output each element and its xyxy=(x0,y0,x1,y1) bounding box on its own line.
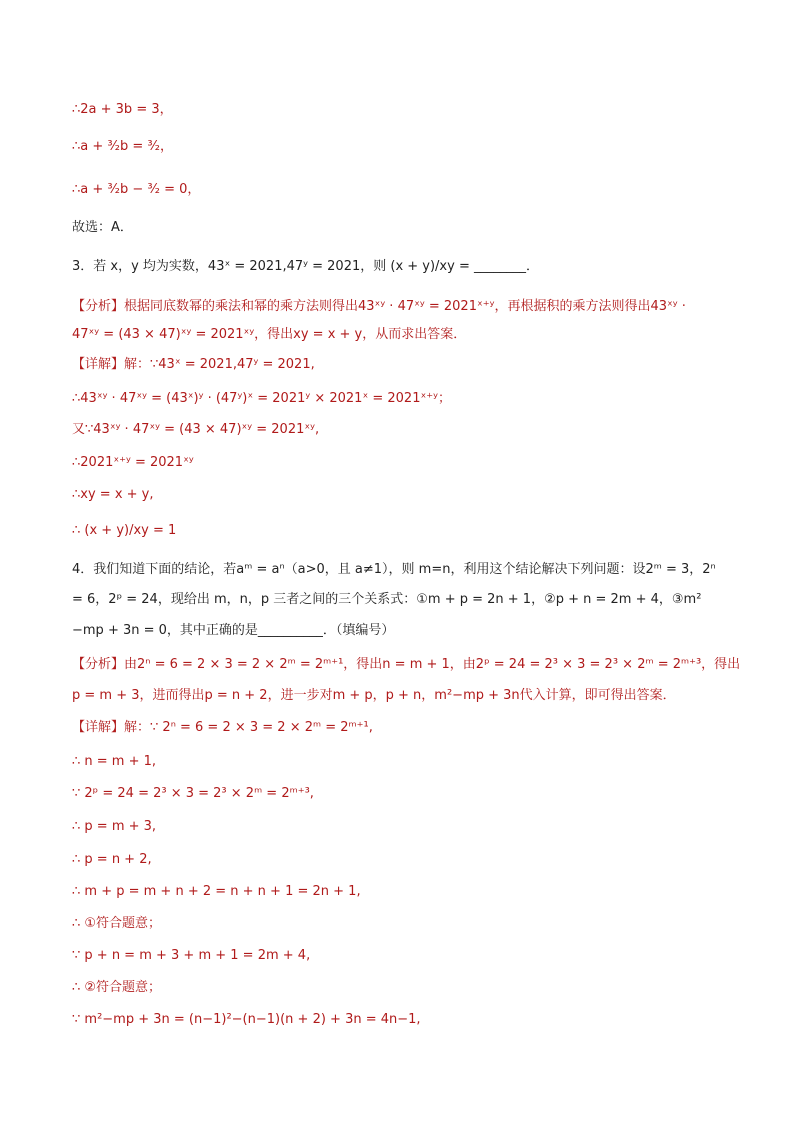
line-text: ∴ ①符合题意； xyxy=(72,916,162,931)
detail-label: 【详解】 xyxy=(72,720,125,735)
line-3 xyxy=(72,180,200,200)
line-text: ∴2a + 3b = 3， xyxy=(72,102,173,117)
line-text: ∴2021ˣ⁺ʸ = 2021ˣʸ xyxy=(72,455,194,470)
line-text: 解：∵ 2ⁿ = 6 = 2 × 3 = 2 × 2ᵐ = 2ᵐ⁺¹, xyxy=(124,720,373,735)
answer-choice xyxy=(72,218,133,238)
line-text: 根据同底数幂的乘法和幂的乘方法则得出43ˣʸ · 47ˣʸ = 2021ˣ⁺ʸ，再根据积的乘方法则得出43ˣʸ · xyxy=(124,299,686,314)
line-text: p = m + 3，进而得出p = n + 2，进一步对m + p，p + n，m²−mp + 3n代入计算，即可得出答案． xyxy=(72,688,676,703)
line-text: ∴ p = n + 2, xyxy=(72,852,152,867)
line-text: ∵ 2ᵖ = 24 = 2³ × 3 = 2³ × 2ᵐ = 2ᵐ⁺³, xyxy=(72,786,314,801)
detail-4-line-10 xyxy=(72,1010,421,1030)
detail-3-line-2 xyxy=(72,389,451,409)
line-text: ∴xy = x + y, xyxy=(72,487,154,502)
line-text: 又∵43ˣʸ · 47ˣʸ = (43 × 47)ˣʸ = 2021ˣʸ, xyxy=(72,422,320,437)
question-3 xyxy=(72,257,539,277)
line-text: 由2ⁿ = 6 = 2 × 3 = 2 × 2ᵐ = 2ᵐ⁺¹，得出n = m + 1，由2ᵖ = 24 = 2³ × 3 = 2³ × 2ᵐ = 2ᵐ⁺³，得出 xyxy=(124,657,741,672)
detail-3-line-4 xyxy=(72,453,194,473)
analysis-label: 【分析】 xyxy=(72,299,125,314)
question-4-line-3 xyxy=(72,621,394,641)
detail-4-line-2 xyxy=(72,752,156,772)
line-text: ∴ (x + y)/xy = 1 xyxy=(72,523,177,538)
detail-4-line-5 xyxy=(72,850,152,870)
line-text: ∴43ˣʸ · 47ˣʸ = (43ˣ)ʸ · (47ʸ)ˣ = 2021ʸ × 2021ˣ = 2021ˣ⁺ʸ； xyxy=(72,391,451,406)
line-text: 3．若 x，y 均为实数，43ˣ = 2021,47ʸ = 2021，则 (x + y)/xy = ________． xyxy=(72,259,539,274)
detail-3-line-3 xyxy=(72,420,319,440)
detail-3-line-1 xyxy=(72,355,315,375)
line-text: 故选：A． xyxy=(72,220,133,235)
question-4-line-2 xyxy=(72,590,701,610)
analysis-4-line-2 xyxy=(72,686,676,706)
line-text: 解：∵43ˣ = 2021,47ʸ = 2021, xyxy=(124,357,315,372)
detail-4-line-3 xyxy=(72,784,314,804)
line-text: = 6，2ᵖ = 24，现给出 m，n，p 三者之间的三个关系式：①m + p = 2n + 1，②p + n = 2m + 4，③m² xyxy=(72,592,702,607)
line-text: ∵ m²−mp + 3n = (n−1)²−(n−1)(n + 2) + 3n = 4n−1, xyxy=(72,1012,421,1027)
line-2 xyxy=(72,137,173,157)
line-text: −mp + 3n = 0，其中正确的是__________．（填编号） xyxy=(72,623,395,638)
detail-4-line-4 xyxy=(72,817,156,837)
line-text: ∴ n = m + 1, xyxy=(72,754,157,769)
detail-4-line-7 xyxy=(72,914,161,934)
detail-4-line-8 xyxy=(72,946,310,966)
question-4-line-1 xyxy=(72,560,716,580)
detail-4-line-1 xyxy=(72,718,373,738)
line-text: ∴ ②符合题意； xyxy=(72,980,162,995)
detail-3-line-5 xyxy=(72,485,154,505)
line-text: ∴a + ³⁄₂b = ³⁄₂， xyxy=(72,139,173,154)
detail-4-line-9 xyxy=(72,978,161,998)
line-text: ∴ m + p = m + n + 2 = n + n + 1 = 2n + 1, xyxy=(72,884,361,899)
line-text: ∵ p + n = m + 3 + m + 1 = 2m + 4, xyxy=(72,948,311,963)
analysis-4-line-1 xyxy=(72,655,740,675)
line-text: ∴a + ³⁄₂b − ³⁄₂ = 0， xyxy=(72,182,201,197)
analysis-3-line-1 xyxy=(72,297,686,317)
analysis-3-line-2 xyxy=(72,325,466,345)
line-text: 4．我们知道下面的结论，若aᵐ = aⁿ（a>0，且 a≠1），则 m=n，利用这个结论解决下列问题：设2ᵐ = 3，2ⁿ xyxy=(72,562,716,577)
line-1 xyxy=(72,100,173,120)
detail-label: 【详解】 xyxy=(72,357,125,372)
detail-4-line-6 xyxy=(72,882,361,902)
detail-3-line-6 xyxy=(72,521,176,541)
line-text: ∴ p = m + 3, xyxy=(72,819,157,834)
analysis-label: 【分析】 xyxy=(72,657,125,672)
line-text: 47ˣʸ = (43 × 47)ˣʸ = 2021ˣʸ，得出xy = x + y，从而求出答案． xyxy=(72,327,467,342)
